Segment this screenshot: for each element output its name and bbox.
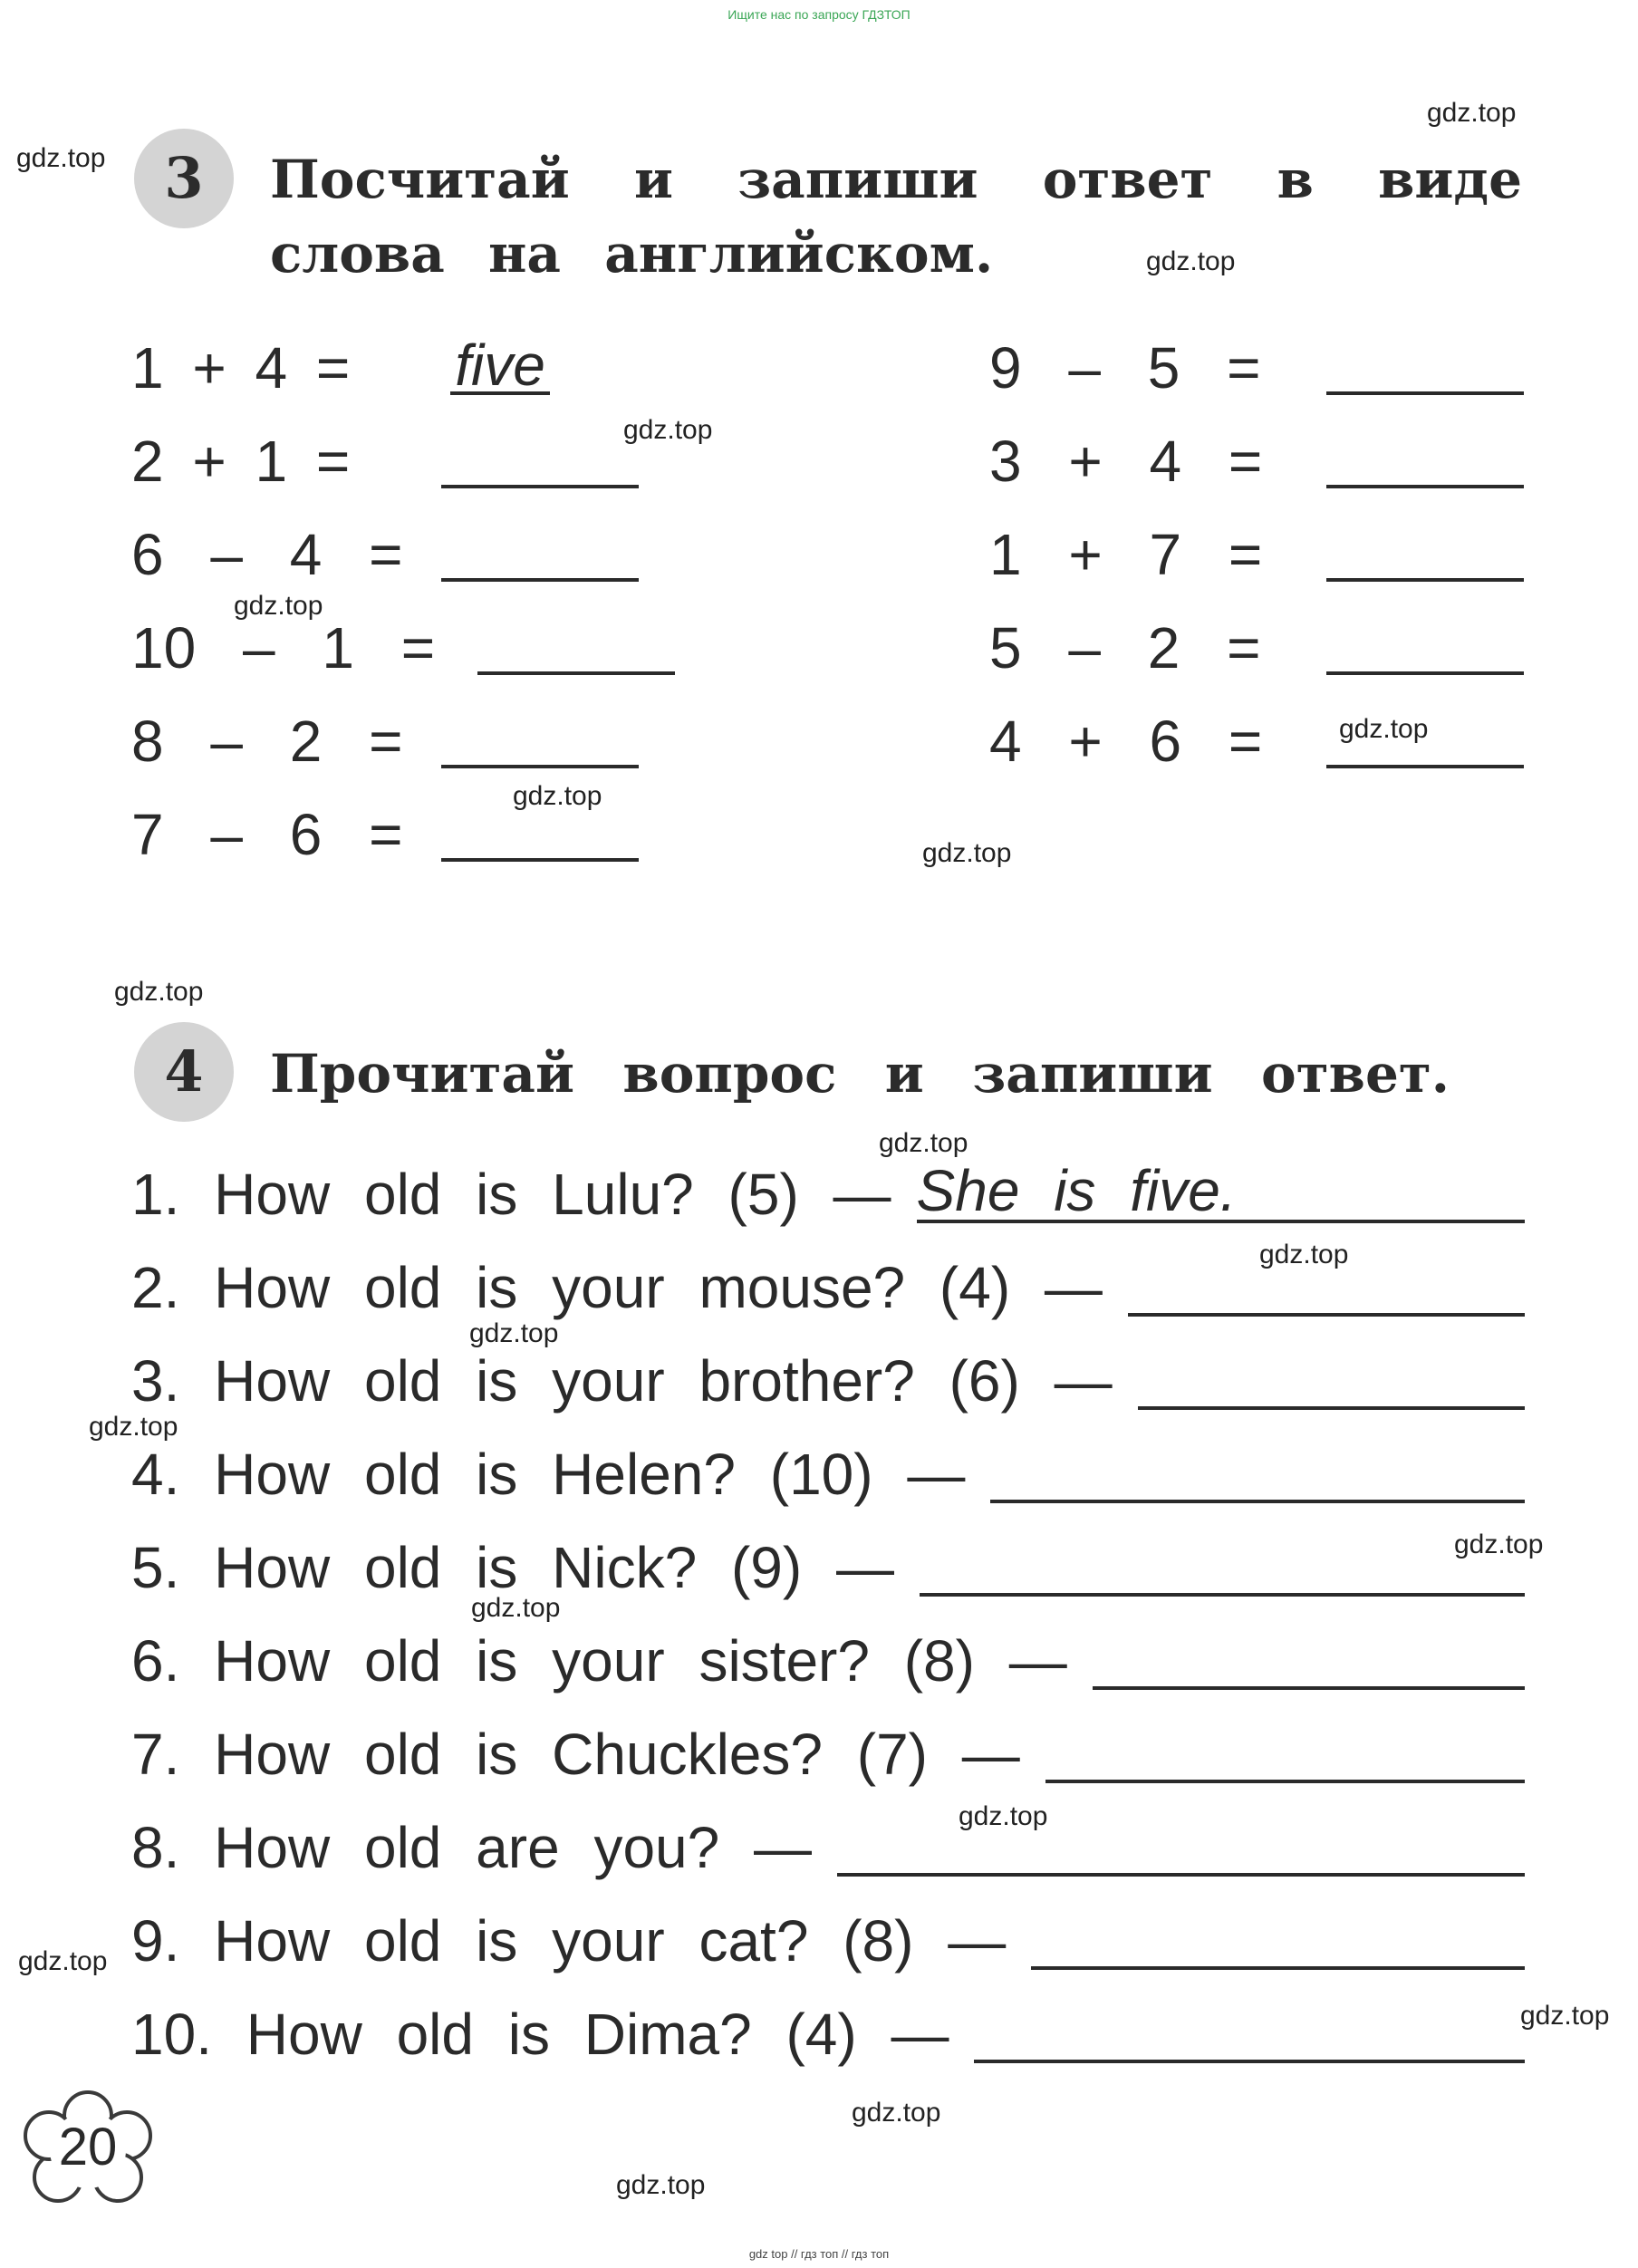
question-text: 10. How old is Dima? (4) — <box>131 2002 949 2067</box>
answer-field[interactable] <box>837 1817 1525 1877</box>
question-text: 6. How old is your sister? (8) — <box>131 1628 1067 1694</box>
math-expression: 7 – 6 = <box>131 802 403 867</box>
answer-field[interactable]: She is five. <box>917 1163 1525 1223</box>
question-row <box>131 1158 1525 1231</box>
question-text: 7. How old is Chuckles? (7) — <box>131 1722 1020 1787</box>
answer-field[interactable] <box>1138 1350 1525 1410</box>
watermark: gdz.top <box>623 415 713 445</box>
math-row <box>131 800 639 869</box>
watermark: gdz.top <box>513 781 602 811</box>
math-row <box>131 520 639 589</box>
math-expression: 8 – 2 = <box>131 709 403 774</box>
math-row <box>131 333 550 402</box>
question-text: 3. How old is your brother? (6) — <box>131 1348 1113 1414</box>
math-expression: 4 + 6 = <box>989 709 1263 774</box>
exercise-3-instruction-line1: Посчитай и запиши ответ в виде <box>270 149 1522 210</box>
exercise-4-number-badge: 4 <box>134 1022 234 1122</box>
math-row <box>131 707 639 776</box>
math-row <box>989 707 1524 776</box>
math-expression: 9 – 5 = <box>989 335 1261 401</box>
math-expression: 2 + 1 = <box>131 429 351 494</box>
exercise-3-left-column <box>131 333 639 893</box>
question-row <box>131 1625 1525 1697</box>
math-expression: 5 – 2 = <box>989 615 1261 680</box>
question-text: 2. How old is your mouse? (4) — <box>131 1255 1103 1320</box>
math-expression: 6 – 4 = <box>131 522 403 587</box>
page-number-badge <box>20 2089 156 2206</box>
math-expression: 1 + 4 = <box>131 335 351 401</box>
math-answer-field[interactable] <box>1326 619 1524 675</box>
answer-field[interactable] <box>1093 1630 1525 1690</box>
question-text: 8. How old are you? — <box>131 1815 812 1880</box>
question-text: 1. How old is Lulu? (5) — <box>131 1162 891 1227</box>
watermark: gdz.top <box>922 838 1012 868</box>
watermark: gdz.top <box>18 1946 108 1976</box>
math-expression: 1 + 7 = <box>989 522 1263 587</box>
exercise-4-question-list <box>131 1158 1525 2091</box>
question-row <box>131 1998 1525 2070</box>
question-row <box>131 1251 1525 1324</box>
math-row <box>989 427 1524 496</box>
question-row <box>131 1345 1525 1417</box>
watermark: gdz.top <box>959 1801 1048 1831</box>
watermark: gdz.top <box>616 2170 706 2200</box>
exercise-3-instruction-line2: слова на английском. <box>270 223 994 285</box>
answer-field[interactable] <box>974 2003 1525 2063</box>
watermark: gdz.top <box>1259 1240 1349 1269</box>
math-row <box>131 427 639 496</box>
math-row <box>989 520 1524 589</box>
watermark: gdz.top <box>1520 2001 1610 2031</box>
answer-field[interactable] <box>1045 1723 1525 1783</box>
answer-field[interactable] <box>1031 1910 1525 1970</box>
watermark: gdz.top <box>1146 246 1236 276</box>
exercise-3-number-badge: 3 <box>134 129 234 228</box>
math-answer-field[interactable] <box>441 526 639 582</box>
exercise-3-right-column <box>989 333 1524 800</box>
math-expression: 10 – 1 = <box>131 615 436 680</box>
question-row <box>131 1438 1525 1510</box>
math-answer-field[interactable] <box>441 712 639 768</box>
answer-field[interactable] <box>990 1443 1525 1503</box>
watermark: gdz.top <box>114 977 204 1007</box>
watermark: gdz.top <box>1427 98 1517 128</box>
answer-field[interactable] <box>920 1537 1525 1597</box>
math-answer-field[interactable] <box>441 806 639 862</box>
math-answer-field[interactable] <box>1326 526 1524 582</box>
math-answer-field[interactable] <box>1326 432 1524 488</box>
watermark: gdz.top <box>1454 1530 1544 1559</box>
math-answer-field[interactable] <box>1326 339 1524 395</box>
footer-note: gdz top // гдз топ // гдз топ <box>748 2247 890 2261</box>
question-row <box>131 1905 1525 1977</box>
question-text: 4. How old is Helen? (10) — <box>131 1442 966 1507</box>
question-text: 9. How old is your cat? (8) — <box>131 1908 1007 1974</box>
header-note: Ищите нас по запросу ГДЗТОП <box>727 7 911 22</box>
math-answer-field[interactable] <box>441 432 639 488</box>
watermark: gdz.top <box>471 1593 561 1623</box>
watermark: gdz.top <box>89 1412 178 1442</box>
answer-field[interactable] <box>1128 1257 1525 1317</box>
question-row <box>131 1531 1525 1604</box>
watermark: gdz.top <box>1339 714 1429 744</box>
watermark: gdz.top <box>879 1128 968 1158</box>
math-row <box>989 613 1524 682</box>
math-answer-field[interactable] <box>477 619 675 675</box>
watermark: gdz.top <box>234 591 323 621</box>
exercise-4-instruction: Прочитай вопрос и запиши ответ. <box>270 1043 1450 1105</box>
math-row <box>131 613 675 682</box>
math-row <box>989 333 1524 402</box>
question-row <box>131 1811 1525 1884</box>
watermark: gdz.top <box>852 2098 941 2128</box>
math-answer-field[interactable] <box>1326 712 1524 768</box>
math-expression: 3 + 4 = <box>989 429 1263 494</box>
question-row <box>131 1718 1525 1790</box>
page-number: 20 <box>58 2118 118 2176</box>
math-answer-field[interactable]: five <box>450 339 550 395</box>
question-text: 5. How old is Nick? (9) — <box>131 1535 894 1600</box>
watermark: gdz.top <box>469 1318 559 1348</box>
watermark: gdz.top <box>16 143 106 173</box>
